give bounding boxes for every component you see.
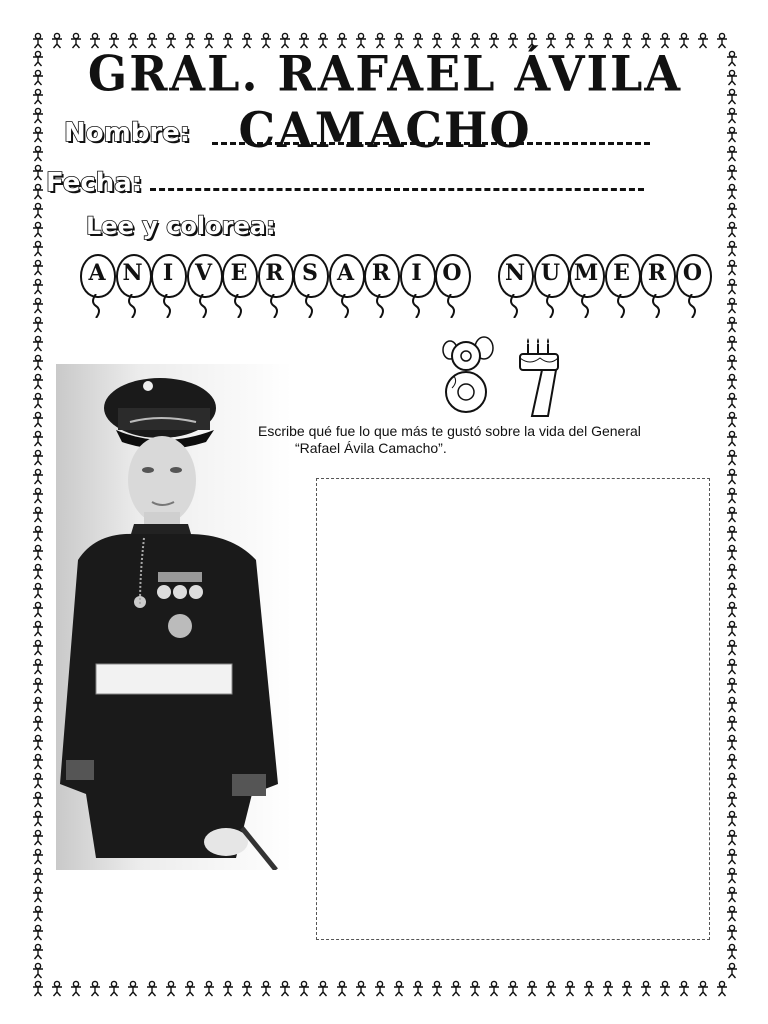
star-border-icon <box>470 981 480 996</box>
star-border-icon <box>299 981 309 996</box>
balloon-letter-text: E <box>230 260 248 286</box>
star-border-icon <box>33 298 43 313</box>
balloon-string <box>195 294 215 318</box>
star-border-icon <box>727 184 737 199</box>
balloon-string <box>443 294 463 318</box>
star-border-icon <box>33 412 43 427</box>
star-border-icon <box>33 260 43 275</box>
star-border-icon <box>603 981 613 996</box>
balloon-letter <box>534 254 570 318</box>
star-border-icon <box>33 659 43 674</box>
balloon-letter-text: E <box>613 260 630 286</box>
balloon-letter-text: A <box>88 260 106 286</box>
star-border-icon <box>33 431 43 446</box>
balloon-string <box>301 294 321 318</box>
balloon-letter <box>498 254 534 318</box>
balloon-letter <box>640 254 676 318</box>
star-border-icon <box>727 925 737 940</box>
star-border-icon <box>727 811 737 826</box>
star-border-icon <box>489 981 499 996</box>
star-border-icon <box>185 981 195 996</box>
fecha-line[interactable] <box>150 188 644 191</box>
star-border-icon <box>33 488 43 503</box>
star-border-icon <box>727 906 737 921</box>
star-border-icon <box>33 317 43 332</box>
balloon-letter <box>400 254 436 318</box>
star-border-icon <box>71 981 81 996</box>
balloon-letter-text: U <box>540 260 561 286</box>
balloon-letter <box>187 254 223 318</box>
star-border-icon <box>727 165 737 180</box>
balloon-letter-text: M <box>573 260 599 286</box>
star-border-icon <box>33 184 43 199</box>
read-and-color-label: Lee y colorea: <box>86 212 276 240</box>
star-border-icon <box>204 981 214 996</box>
balloon-letter <box>364 254 400 318</box>
star-border-icon <box>727 545 737 560</box>
balloon-letter-text: A <box>336 260 355 286</box>
star-border-icon <box>109 981 119 996</box>
star-border-icon <box>727 735 737 750</box>
star-border-icon <box>727 412 737 427</box>
balloon-letter-text: R <box>371 260 391 286</box>
star-border-icon <box>727 621 737 636</box>
balloon-letter-text: R <box>647 260 667 286</box>
star-border-icon <box>727 773 737 788</box>
star-border-icon <box>727 678 737 693</box>
balloon-letter <box>605 254 641 318</box>
star-border-icon <box>508 981 518 996</box>
balloon-letters <box>80 254 720 324</box>
star-border-icon <box>356 981 366 996</box>
balloon-string <box>408 294 428 318</box>
star-border-icon <box>641 981 651 996</box>
star-border-icon <box>33 811 43 826</box>
star-border-icon <box>33 279 43 294</box>
nombre-label: Nombre: <box>64 118 191 148</box>
star-border-icon <box>727 868 737 883</box>
star-border-icon <box>318 981 328 996</box>
balloon-letter-text: O <box>442 260 462 286</box>
star-border-icon <box>33 621 43 636</box>
star-border-icon <box>33 355 43 370</box>
star-border-icon <box>33 925 43 940</box>
balloon-letter <box>258 254 294 318</box>
balloon-string <box>159 294 179 318</box>
star-border-icon <box>432 981 442 996</box>
star-border-icon <box>33 222 43 237</box>
fecha-label: Fecha: <box>46 168 143 198</box>
star-border-icon <box>698 981 708 996</box>
star-border-icon <box>565 981 575 996</box>
balloon-letter-text: I <box>162 260 174 286</box>
star-border-icon <box>717 981 727 996</box>
balloon-letter <box>116 254 152 318</box>
star-border-icon <box>375 981 385 996</box>
balloon-letter <box>80 254 116 318</box>
star-border-icon <box>33 336 43 351</box>
star-border-icon <box>622 981 632 996</box>
star-border-icon <box>33 849 43 864</box>
writing-prompt <box>258 423 728 457</box>
balloon-letter <box>222 254 258 318</box>
star-border-icon <box>727 830 737 845</box>
page-title: GRAL. RAFAEL ÁVILA CAMACHO <box>87 45 683 159</box>
star-border-icon <box>33 203 43 218</box>
star-border-icon <box>727 450 737 465</box>
star-border-icon <box>727 792 737 807</box>
balloon-string <box>124 294 144 318</box>
balloon-letter <box>569 254 605 318</box>
nombre-line[interactable] <box>212 142 650 145</box>
star-border-icon <box>33 981 43 996</box>
star-border-icon <box>90 981 100 996</box>
star-border-icon <box>451 981 461 996</box>
eight-balloons-icon <box>443 337 493 412</box>
star-border-icon <box>727 583 737 598</box>
balloon-letter-text: V <box>194 260 213 286</box>
star-border-icon <box>33 773 43 788</box>
star-border-icon <box>727 944 737 959</box>
balloon-string <box>648 294 668 318</box>
star-border-icon <box>527 981 537 996</box>
star-border-icon <box>727 336 737 351</box>
star-border-icon <box>147 981 157 996</box>
star-border-icon <box>727 279 737 294</box>
anniversary-number-icon <box>436 336 576 420</box>
balloon-string <box>266 294 286 318</box>
star-border-icon <box>33 887 43 902</box>
balloon-string <box>337 294 357 318</box>
star-border-icon <box>727 887 737 902</box>
star-border-icon <box>33 697 43 712</box>
star-border-icon <box>33 374 43 389</box>
balloon-letter <box>329 254 365 318</box>
general-portrait <box>56 364 292 870</box>
writing-prompt-line-2: “Rafael Ávila Camacho”. <box>295 440 447 456</box>
star-border-icon <box>33 735 43 750</box>
star-border-icon <box>33 564 43 579</box>
star-border-icon <box>33 963 43 978</box>
star-border-icon <box>33 241 43 256</box>
star-border-icon <box>727 602 737 617</box>
star-border-icon <box>727 469 737 484</box>
star-border-icon <box>33 545 43 560</box>
star-border-icon <box>33 830 43 845</box>
star-border-icon <box>33 450 43 465</box>
star-border-icon <box>727 640 737 655</box>
balloon-letter <box>435 254 471 318</box>
balloon-letter-text: N <box>122 260 143 286</box>
star-border-icon <box>280 981 290 996</box>
star-border-icon <box>727 431 737 446</box>
seven-cake-icon <box>520 338 558 416</box>
balloon-string <box>542 294 562 318</box>
star-border-icon <box>337 981 347 996</box>
writing-box[interactable] <box>316 478 710 940</box>
balloon-letter <box>293 254 329 318</box>
star-border-icon <box>33 678 43 693</box>
balloon-letter <box>151 254 187 318</box>
star-border-icon <box>727 507 737 522</box>
star-border-icon <box>33 526 43 541</box>
star-border-icon <box>33 583 43 598</box>
star-border-icon <box>52 981 62 996</box>
balloon-letter <box>676 254 712 318</box>
balloon-string <box>506 294 526 318</box>
star-border-icon <box>33 640 43 655</box>
star-border-icon <box>727 564 737 579</box>
balloon-string <box>613 294 633 318</box>
star-border-icon <box>679 981 689 996</box>
star-border-icon <box>546 981 556 996</box>
star-border-icon <box>33 507 43 522</box>
star-border-icon <box>242 981 252 996</box>
star-border-icon <box>33 906 43 921</box>
balloon-letter-text: O <box>682 260 703 286</box>
star-border-icon <box>33 602 43 617</box>
balloon-string <box>577 294 597 318</box>
balloon-string <box>684 294 704 318</box>
balloon-string <box>88 294 108 318</box>
balloon-string <box>372 294 392 318</box>
star-border-icon <box>727 298 737 313</box>
star-border-icon <box>727 317 737 332</box>
star-border-icon <box>33 792 43 807</box>
star-border-icon <box>33 469 43 484</box>
balloon-string <box>230 294 250 318</box>
star-border-icon <box>727 488 737 503</box>
star-border-icon <box>413 981 423 996</box>
star-border-icon <box>166 981 176 996</box>
star-border-icon <box>33 716 43 731</box>
star-border-icon <box>33 393 43 408</box>
star-border-icon <box>33 868 43 883</box>
star-border-icon <box>394 981 404 996</box>
star-border-icon <box>727 393 737 408</box>
star-border-icon <box>261 981 271 996</box>
star-border-icon <box>727 849 737 864</box>
star-border-icon <box>727 526 737 541</box>
star-border-icon <box>727 222 737 237</box>
star-border-icon <box>727 374 737 389</box>
star-border-icon <box>660 981 670 996</box>
star-border-icon <box>727 754 737 769</box>
star-border-icon <box>727 355 737 370</box>
balloon-letter-text: N <box>504 260 526 286</box>
star-border-icon <box>33 754 43 769</box>
star-border-icon <box>727 203 737 218</box>
star-border-icon <box>727 659 737 674</box>
star-border-icon <box>727 963 737 978</box>
star-border-icon <box>584 981 594 996</box>
balloon-letter-text: S <box>302 260 318 286</box>
star-border-icon <box>727 260 737 275</box>
balloon-letter-text: I <box>411 260 422 286</box>
star-border-icon <box>33 165 43 180</box>
star-border-icon <box>727 241 737 256</box>
star-border-icon <box>33 944 43 959</box>
star-border-icon <box>727 697 737 712</box>
star-border-icon <box>727 716 737 731</box>
writing-prompt-line-1: Escribe qué fue lo que más te gustó sobre la vida del General <box>258 423 641 439</box>
balloon-letter-text: R <box>265 260 284 286</box>
star-border-icon <box>128 981 138 996</box>
star-border-icon <box>223 981 233 996</box>
